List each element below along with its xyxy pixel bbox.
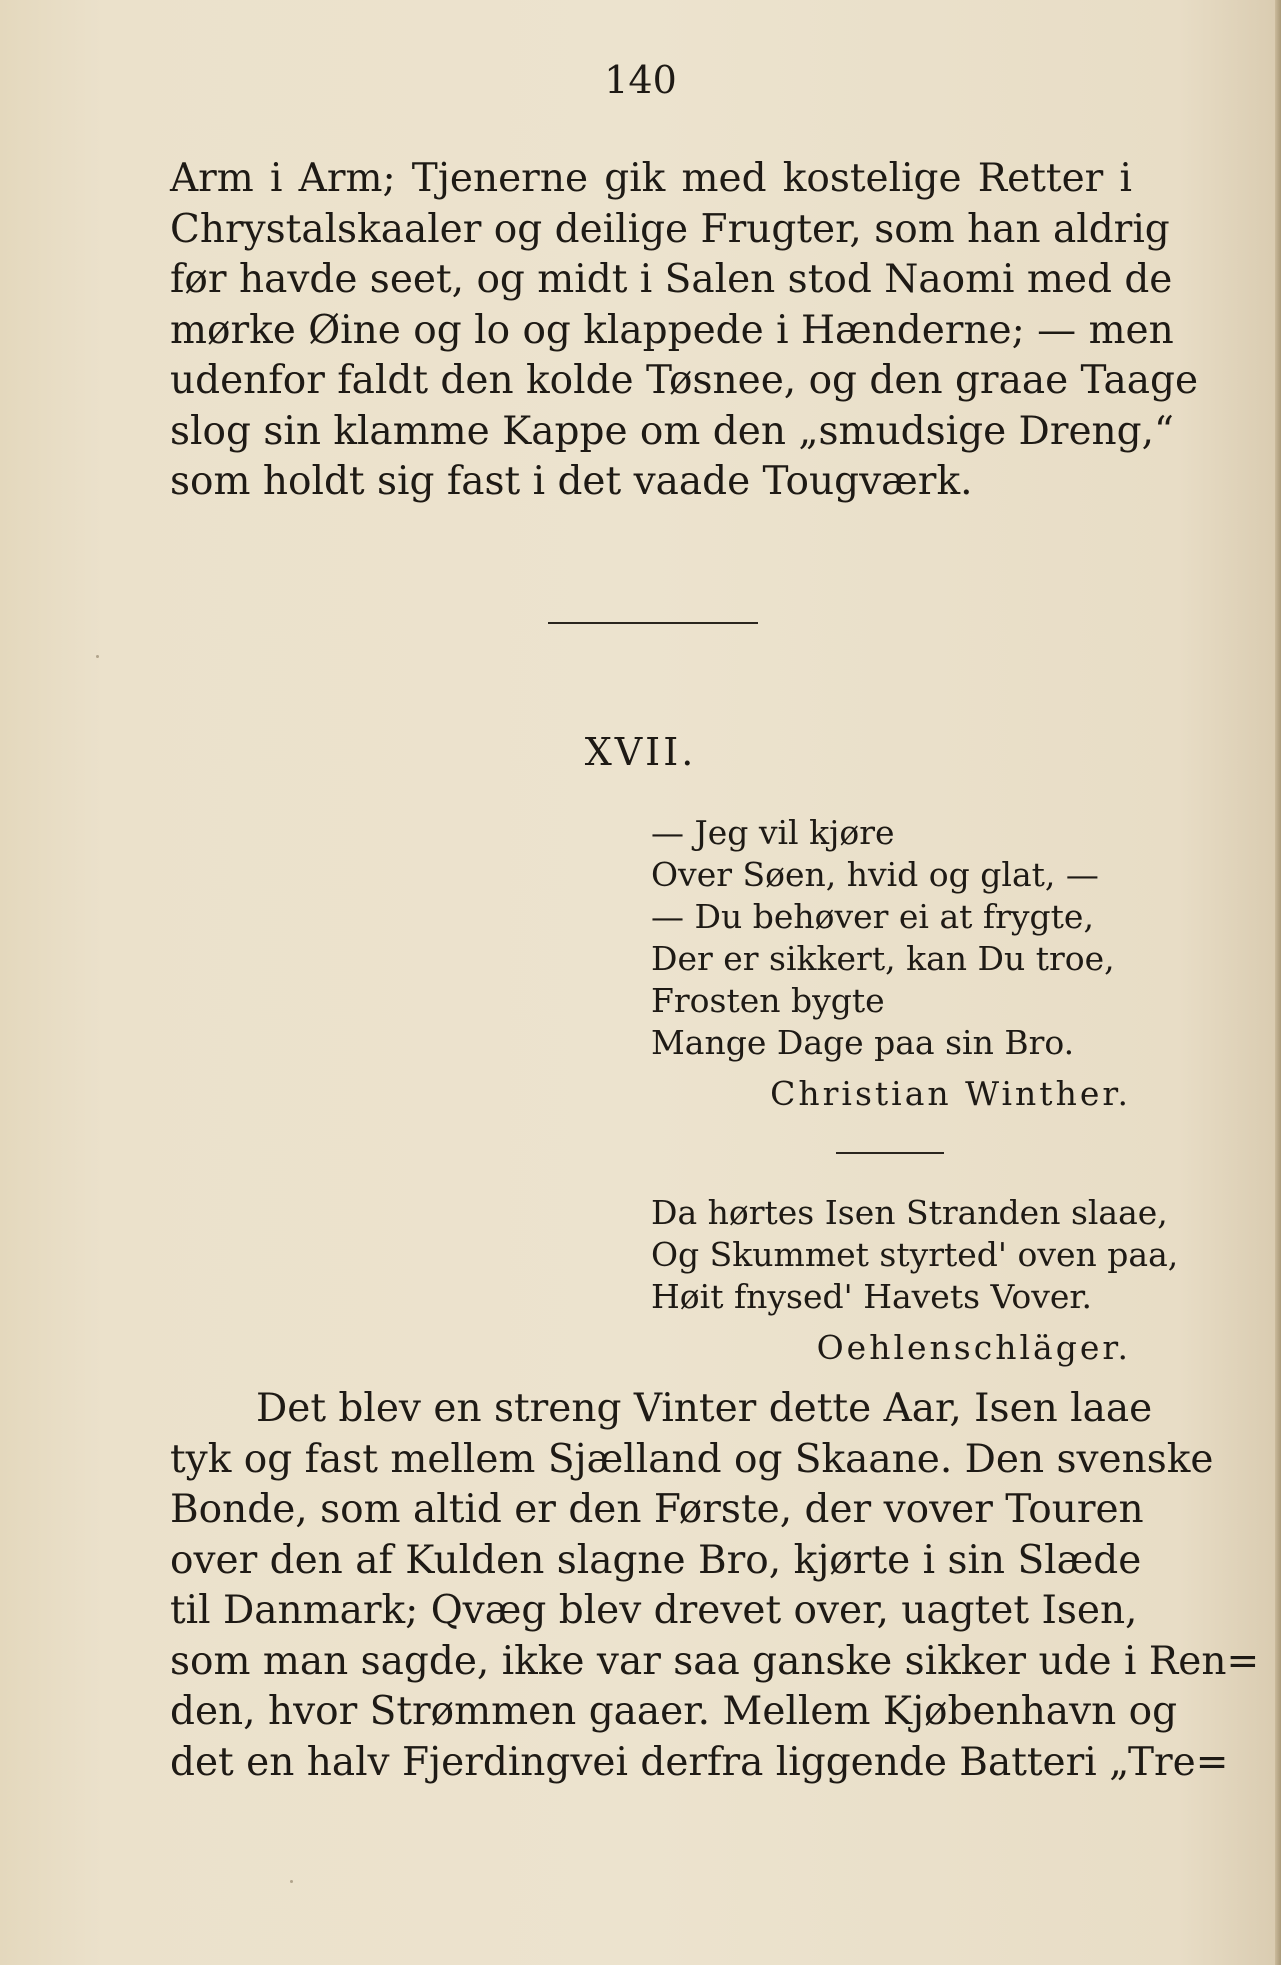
prose-paragraph-top	[170, 154, 1199, 508]
page-number: 140	[604, 58, 677, 102]
prose-line: udenfor faldt den kolde Tøsnee, og den graae Taage	[170, 358, 1199, 403]
prose-line: før havde seet, og midt i Salen stod Naomi med de	[170, 257, 1173, 302]
verse-line: Over Søen, hvid og glat, —	[651, 855, 1099, 894]
verse-line: — Du behøver ei at frygte,	[651, 897, 1094, 936]
section-divider	[548, 622, 758, 624]
verse-line: Der er sikkert, kan Du troe,	[651, 939, 1115, 978]
epigraph-verse-2	[651, 1192, 1179, 1318]
epigraph-author-1: Christian Winther.	[770, 1074, 1131, 1113]
verse-line: — Jeg vil kjøre	[651, 813, 895, 852]
prose-line: Arm i Arm; Tjenerne gik med kostelige Retter i	[170, 156, 1132, 201]
epigraph-author-2: Oehlenschläger.	[816, 1328, 1131, 1367]
verse-line: Og Skummet styrted' oven paa,	[651, 1235, 1179, 1274]
prose-line: Det blev en streng Vinter dette Aar, Isen laae	[256, 1386, 1153, 1431]
prose-line: mørke Øine og lo og klappede i Hænderne; — men	[170, 307, 1174, 353]
prose-paragraph-bottom	[170, 1384, 1260, 1788]
prose-line: til Danmark; Qvæg blev drevet over, uagtet Isen,	[170, 1588, 1138, 1633]
prose-line: Bonde, som altid er den Første, der vover Touren	[170, 1487, 1144, 1532]
paper-speck	[290, 1880, 293, 1883]
verse-line: Da hørtes Isen Stranden slaae,	[651, 1193, 1168, 1232]
prose-line: som man sagde, ikke var saa ganske sikker ude i Ren=	[170, 1638, 1260, 1684]
paper-speck	[96, 655, 99, 658]
epigraph-verse-1	[651, 812, 1131, 1064]
prose-line: slog sin klamme Kappe om den „smudsige Dreng,“	[170, 408, 1174, 454]
prose-line: over den af Kulden slagne Bro, kjørte i sin Slæde	[170, 1537, 1142, 1583]
prose-line: som holdt sig fast i det vaade Tougværk.	[170, 459, 973, 504]
epigraph-divider	[836, 1152, 944, 1154]
prose-line: det en halv Fjerdingvei derfra liggende Batteri „Tre=	[170, 1739, 1229, 1785]
page-edge	[1275, 0, 1281, 1965]
prose-line: Chrystalskaaler og deilige Frugter, som han aldrig	[170, 206, 1170, 252]
prose-line: tyk og fast mellem Sjælland og Skaane. Den svenske	[170, 1436, 1214, 1482]
verse-line: Frosten bygte	[651, 981, 885, 1020]
prose-line: den, hvor Strømmen gaaer. Mellem Kjøbenhavn og	[170, 1689, 1178, 1734]
verse-line: Høit fnysed' Havets Vover.	[651, 1277, 1093, 1316]
verse-line: Mange Dage paa sin Bro.	[651, 1023, 1075, 1062]
chapter-heading: XVII.	[584, 730, 697, 774]
